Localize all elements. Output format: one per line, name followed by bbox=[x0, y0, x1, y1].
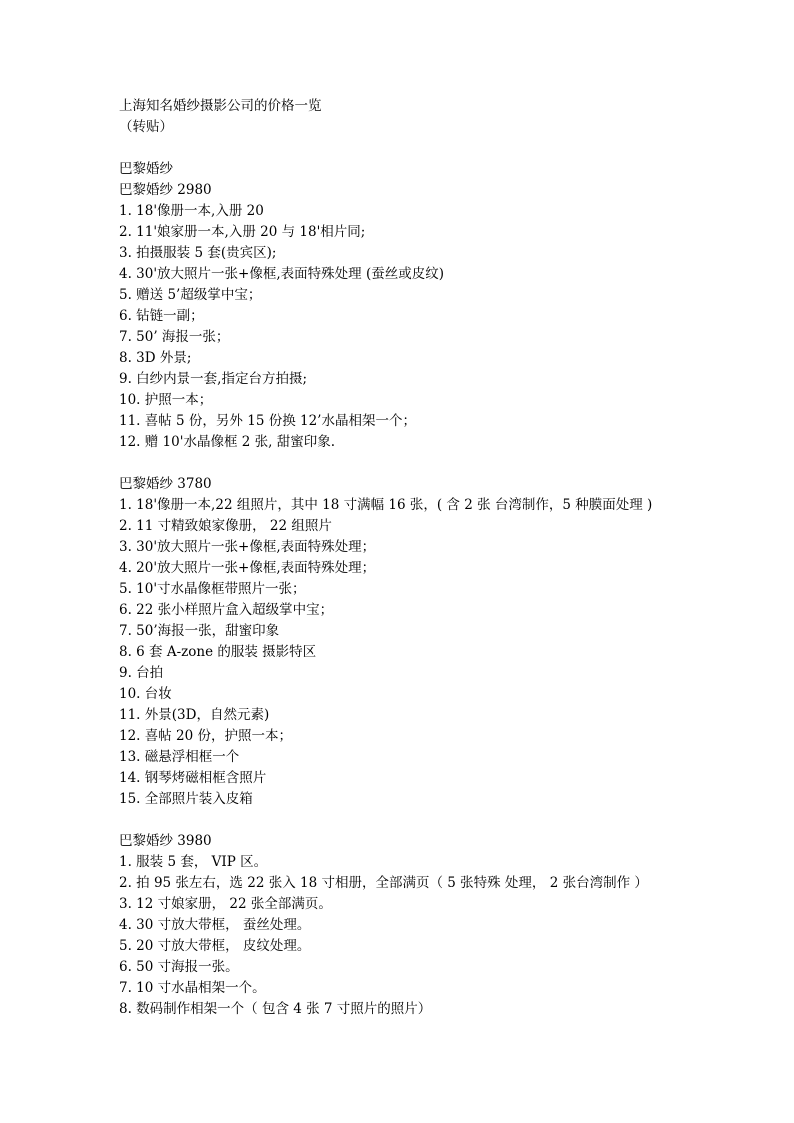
spacer bbox=[119, 453, 759, 474]
list-item: 12. 喜帖 20 份，护照一本； bbox=[119, 728, 293, 744]
list-item: 10. 台妆 bbox=[119, 686, 172, 702]
list-item: 14. 钢琴烤磁相框含照片 bbox=[119, 770, 267, 786]
package-name: 巴黎婚纱 2980 bbox=[119, 182, 212, 198]
list-item: 3. 30'放大照片一张+像框,表面特殊处理； bbox=[119, 539, 376, 555]
list-item: 3. 拍摄服装 5 套(贵宾区); bbox=[119, 245, 277, 261]
list-item: 1. 18'像册一本,22 组照片，其中 18 寸满幅 16 张，( 含 2 张 台湾制作，5 种膜面处理 ) bbox=[119, 497, 653, 513]
spacer bbox=[119, 810, 759, 831]
list-item: 6. 50 寸海报一张。 bbox=[119, 959, 239, 975]
list-item: 7. 50’海报一张，甜蜜印象 bbox=[119, 623, 280, 639]
list-item: 4. 20'放大照片一张+像框,表面特殊处理； bbox=[119, 560, 376, 576]
list-item: 11. 外景(3D，自然元素) bbox=[119, 707, 270, 723]
list-item: 2. 11 寸精致娘家像册， 22 组照片 bbox=[119, 518, 332, 534]
list-item: 2. 拍 95 张左右，选 22 张入 18 寸相册，全部满页（ 5 张特殊 处理， 2 张台湾制作 ） bbox=[119, 875, 648, 891]
list-item: 13. 磁悬浮相框一个 bbox=[119, 749, 240, 765]
spacer bbox=[119, 138, 759, 159]
list-item: 3. 12 寸娘家册， 22 张全部满页。 bbox=[119, 896, 332, 912]
list-item: 8. 3D 外景; bbox=[119, 350, 192, 366]
list-item: 4. 30 寸放大带框， 蚕丝处理。 bbox=[119, 917, 311, 933]
list-item: 4. 30'放大照片一张+像框,表面特殊处理 (蚕丝或皮纹) bbox=[119, 266, 444, 282]
list-item: 8. 数码制作相架一个（ 包含 4 张 7 寸照片的照片） bbox=[119, 1001, 432, 1017]
document-title: 上海知名婚纱摄影公司的价格一览 bbox=[119, 98, 322, 114]
list-item: 15. 全部照片装入皮箱 bbox=[119, 791, 253, 807]
list-item: 1. 服装 5 套， VIP 区。 bbox=[119, 854, 268, 870]
list-item: 2. 11'娘家册一本,入册 20 与 18'相片同; bbox=[119, 224, 366, 240]
list-item: 7. 10 寸水晶相架一个。 bbox=[119, 980, 266, 996]
list-item: 9. 白纱内景一套,指定台方拍摄; bbox=[119, 371, 308, 387]
list-item: 5. 20 寸放大带框， 皮纹处理。 bbox=[119, 938, 311, 954]
list-item: 12. 赠 10'水晶像框 2 张, 甜蜜印象. bbox=[119, 434, 335, 450]
list-item: 6. 22 张小样照片盒入超级掌中宝； bbox=[119, 602, 334, 618]
package-name: 巴黎婚纱 3780 bbox=[119, 476, 212, 492]
list-item: 5. 10'寸水晶像框带照片一张； bbox=[119, 581, 306, 597]
list-item: 6. 钻链一副； bbox=[119, 308, 204, 324]
section-heading: 巴黎婚纱 bbox=[119, 161, 173, 177]
list-item: 7. 50’ 海报一张； bbox=[119, 329, 230, 345]
list-item: 8. 6 套 A-zone 的服装 摄影特区 bbox=[119, 644, 317, 660]
package-3980 bbox=[119, 831, 759, 1020]
package-name: 巴黎婚纱 3980 bbox=[119, 833, 212, 849]
list-item: 9. 台拍 bbox=[119, 665, 164, 681]
list-item: 1. 18'像册一本,入册 20 bbox=[119, 203, 264, 219]
document-subtitle: （转贴） bbox=[119, 119, 173, 135]
package-3780 bbox=[119, 474, 759, 810]
document-body bbox=[119, 96, 759, 1020]
list-item: 10. 护照一本； bbox=[119, 392, 213, 408]
list-item: 5. 赠送 5’超级掌中宝； bbox=[119, 287, 262, 303]
package-2980 bbox=[119, 180, 759, 453]
list-item: 11. 喜帖 5 份，另外 15 份换 12’水晶相架一个； bbox=[119, 413, 416, 429]
